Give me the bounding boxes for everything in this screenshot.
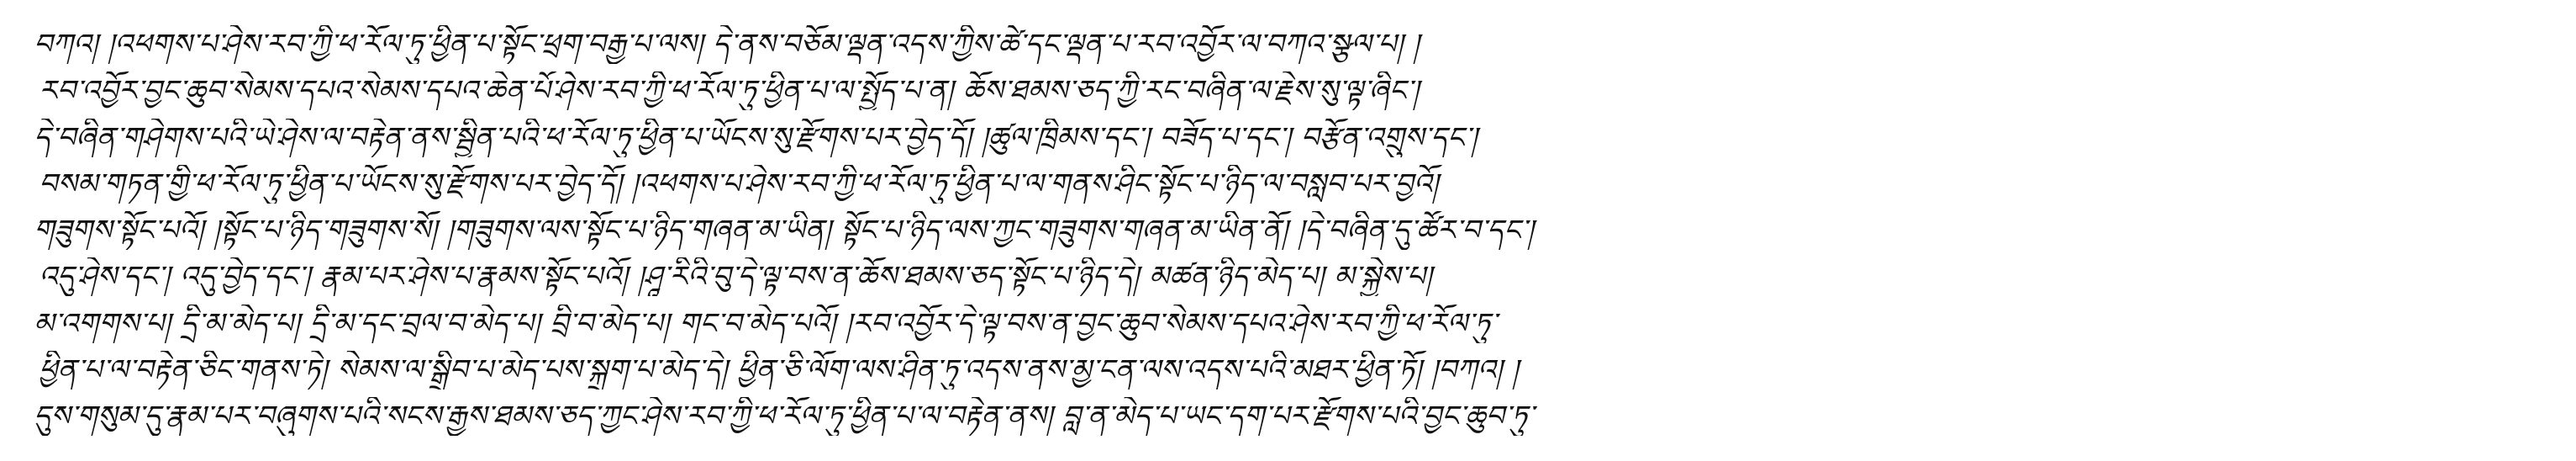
manuscript-line-8: ཕྱིན་པ་ལ་བརྟེན་ཅིང་གནས་ཏེ། སེམས་ལ་སྒྲིབ་པ་མེད་པས་སྐྲག་པ་མེད་དེ། ཕྱིན་ཅི་ལོག་ལས་ཤིན་ཏུ་འདས་ནས་མྱ་ངན་ལས་འདས་པའི་མཐར་ཕྱིན་ཏོ། །བཀའ། །	[39, 352, 1519, 387]
manuscript-line-1: བཀའ། །འཕགས་པ་ཤེས་རབ་ཀྱི་ཕ་རོལ་ཏུ་ཕྱིན་པ་སྟོང་ཕྲག་བརྒྱ་པ་ལས། དེ་ནས་བཅོམ་ལྡན་འདས་ཀྱིས་ཚེ་དང་ལྡན་པ་རབ་འབྱོར་ལ་བཀའ་སྩལ་པ། །	[34, 28, 1420, 61]
manuscript-text-block	[34, 25, 2542, 436]
manuscript-line-9: དུས་གསུམ་དུ་རྣམ་པར་བཞུགས་པའི་སངས་རྒྱས་ཐམས་ཅད་ཀྱང་ཤེས་རབ་ཀྱི་ཕ་རོལ་ཏུ་ཕྱིན་པ་ལ་བརྟེན་ནས། བླ་ན་མེད་པ་ཡང་དག་པར་རྫོགས་པའི་བྱང་ཆུབ་ཏུ་	[34, 400, 1535, 433]
manuscript-line-6: འདུ་ཤེས་དང་། འདུ་བྱེད་དང་། རྣམ་པར་ཤེས་པ་རྣམས་སྟོང་པའོ། །ཤཱ་རིའི་བུ་དེ་ལྟ་བས་ན་ཆོས་ཐམས་ཅད་སྟོང་པ་ཉིད་དེ། མཚན་ཉིད་མེད་པ། མ་སྐྱེས་པ།	[39, 260, 1432, 294]
manuscript-line-2: རབ་འབྱོར་བྱང་ཆུབ་སེམས་དཔའ་སེམས་དཔའ་ཆེན་པོ་ཤེས་རབ་ཀྱི་ཕ་རོལ་ཏུ་ཕྱིན་པ་ལ་སྤྱོད་པ་ན། ཆོས་ཐམས་ཅད་ཀྱི་རང་བཞིན་ལ་རྗེས་སུ་ལྟ་ཞིང་།	[39, 74, 1420, 109]
manuscript-line-5: གཟུགས་སྟོང་པའོ། །སྟོང་པ་ཉིད་གཟུགས་སོ། །གཟུགས་ལས་སྟོང་པ་ཉིད་གཞན་མ་ཡིན། སྟོང་པ་ཉིད་ལས་ཀྱང་གཟུགས་གཞན་མ་ཡིན་ནོ། །དེ་བཞིན་དུ་ཚོར་བ་དང་།	[34, 214, 1534, 247]
manuscript-line-4: བསམ་གཏན་གྱི་ཕ་རོལ་ཏུ་ཕྱིན་པ་ཡོངས་སུ་རྫོགས་པར་བྱེད་དོ། །འཕགས་པ་ཤེས་རབ་ཀྱི་ཕ་རོལ་ཏུ་ཕྱིན་པ་ལ་གནས་ཤིང་སྟོང་པ་ཉིད་ལ་བསླབ་པར་བྱའོ།	[39, 167, 1439, 201]
manuscript-line-3: དེ་བཞིན་གཤེགས་པའི་ཡེ་ཤེས་ལ་བརྟེན་ནས་སྦྱིན་པའི་ཕ་རོལ་ཏུ་ཕྱིན་པ་ཡོངས་སུ་རྫོགས་པར་བྱེད་དོ། །ཚུལ་ཁྲིམས་དང་། བཟོད་པ་དང་། བརྩོན་འགྲུས་དང་།	[34, 120, 1478, 155]
manuscript-line-7: མ་འགགས་པ། དྲི་མ་མེད་པ། དྲི་མ་དང་བྲལ་བ་མེད་པ། བྲི་བ་མེད་པ། གང་བ་མེད་པའོ། །རབ་འབྱོར་དེ་ལྟ་བས་ན་བྱང་ཆུབ་སེམས་དཔའ་ཤེས་རབ་ཀྱི་ཕ་རོལ་ཏུ་	[34, 306, 1498, 341]
